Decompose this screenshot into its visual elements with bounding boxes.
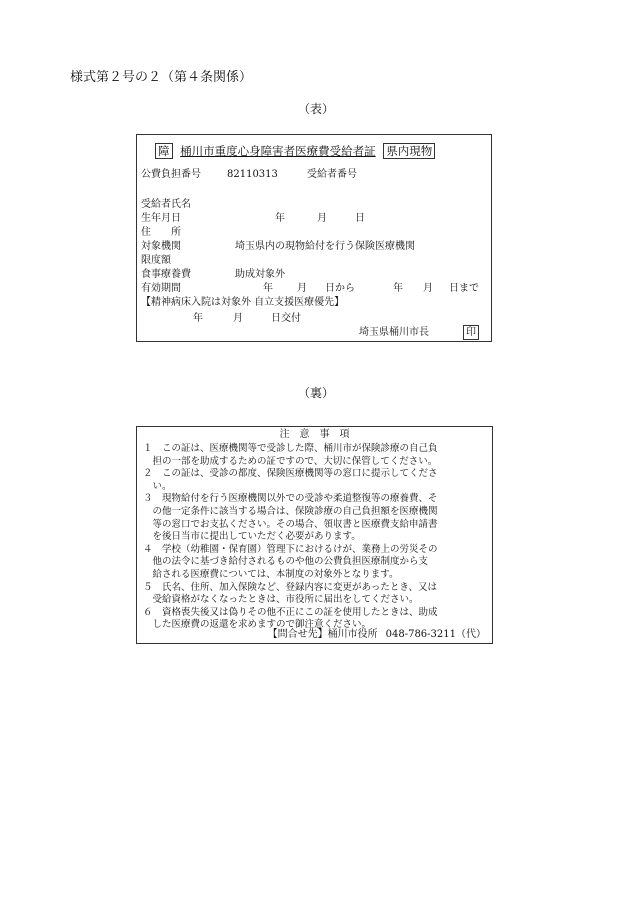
notice-line: い。 (143, 480, 172, 492)
notice-line: を後日当市に提出していただく必要があります。 (143, 531, 361, 543)
birth-year: 年 (275, 213, 285, 224)
target-value: 埼玉県内の現物給付を行う保険医療機関 (235, 241, 415, 252)
birth-month: 月 (317, 213, 327, 224)
valid-to-year: 年 (393, 283, 403, 294)
notice-line: ２ この証は、受診の都度、保険医療機関等の窓口に提示してくださ (143, 468, 438, 480)
issue-month: 月 (233, 313, 243, 324)
disability-badge: 障 (155, 143, 173, 159)
meal-label: 食事療養費 (141, 269, 191, 280)
issue-year: 年 (193, 313, 203, 324)
notice-line: 等の窓口でお支払ください。その場合、領収書と医療費支給申請書 (143, 518, 438, 530)
notice-line: 他の法令に基づき給付されるものや他の公費負担医療制度から支 (143, 556, 429, 568)
notice-line: ４ 学校（幼稚園・保育園）管理下におけるけが、業務上の労災その (143, 543, 438, 555)
contact-line (268, 629, 486, 641)
prefecture-badge: 県内現物 (383, 143, 435, 159)
notice-line: ３ 現物給付を行う医療機関以外での受診や柔道整復等の療養費、そ (143, 493, 438, 505)
contact-label: 【問合せ先】 (267, 629, 328, 640)
back-side-label: （裏） (298, 386, 335, 400)
form-title: 様式第２号の２（第４条関係） (70, 70, 253, 85)
notice-line: した医療費の返還を求めますので御注意ください。 (143, 619, 372, 631)
valid-to-day: 日まで (449, 283, 479, 294)
valid-label: 有効期間 (141, 283, 181, 294)
valid-from-day: 日から (325, 283, 355, 294)
notice-line: 担の一部を助成するための証ですので、大切に保管してください。 (143, 455, 438, 467)
notice-line: ５ 氏名、住所、加入保険など、登録内容に変更があったとき、又は (143, 581, 438, 593)
seal: 印 (463, 325, 479, 340)
card-header (155, 144, 435, 159)
recipient-number-label: 受給者番号 (307, 169, 357, 180)
valid-from-month: 月 (297, 283, 307, 294)
valid-to-month: 月 (423, 283, 433, 294)
contact-office: 桶川市役所 (327, 629, 378, 640)
meal-value: 助成対象外 (235, 269, 285, 280)
back-card (136, 426, 493, 644)
notice-line: 受給資格がなくなったときは、市役所に届出をしてください。 (143, 594, 419, 606)
notice-line: ６ 資格喪失後又は偽りその他不正にこの証を使用したときは、助成 (143, 606, 438, 618)
issue-day: 日交付 (271, 313, 301, 324)
issuer: 埼玉県桶川市長 (359, 327, 429, 338)
notice-list (143, 443, 438, 632)
target-label: 対象機関 (141, 241, 181, 252)
card-title: 桶川市重度心身障害者医療費受給者証 (180, 144, 376, 158)
birth-day: 日 (355, 213, 365, 224)
psych-note: 【精神病床入院は対象外 自立支援医療優先】 (141, 297, 345, 308)
notice-line: １ この証は、医療機関等で受診した際、桶川市が保険診療の自己負 (143, 443, 438, 454)
limit-label: 限度額 (141, 255, 171, 266)
birth-label: 生年月日 (141, 213, 181, 224)
front-card (136, 134, 492, 342)
notice-line: 給される医療費については、本制度の対象外となります。 (143, 568, 399, 580)
valid-from-year: 年 (263, 283, 273, 294)
notice-title: 注 意 事 項 (279, 429, 350, 440)
public-number-value: 82110313 (227, 169, 278, 180)
front-side-label: （表） (298, 102, 335, 116)
name-label: 受給者氏名 (141, 199, 191, 210)
public-number-label: 公費負担番号 (141, 169, 201, 180)
notice-line: の他一定条件に該当する場合は、保険診療の自己負担額を医療機関 (143, 505, 438, 517)
contact-phone: 048-786-3211（代） (385, 629, 486, 640)
address-label: 住 所 (141, 227, 181, 238)
